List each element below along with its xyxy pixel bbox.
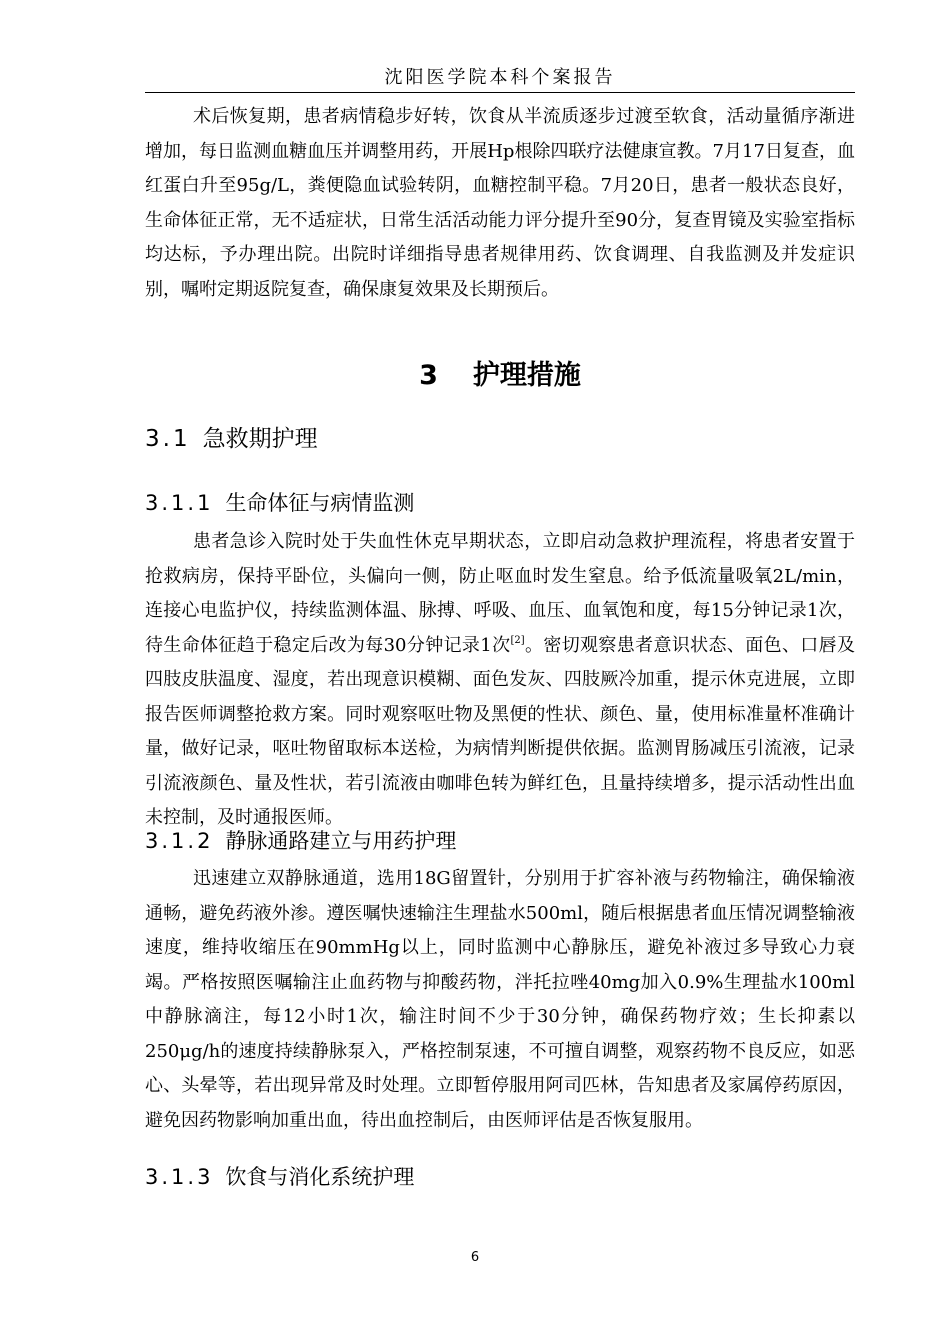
subsection-title: 静脉通路建立与用药护理 bbox=[225, 829, 457, 853]
paragraph-text-part1: 患者急诊入院时处于失血性休克早期状态，立即启动急救护理流程，将患者安置于抢救病房，保持平卧位，头偏向一侧，防止呕血时发生窒息。给予低流量吸氧2L/min，连接心电监护仪，持续监测体温、脉搏、呼吸、血压、血氧饱和度，每15分钟记录1次，待生命体征趋于稳定后改为每30分钟记录1次 bbox=[145, 531, 855, 656]
paragraph-3-1-2: 迅速建立双静脉通道，选用18G留置针，分别用于扩容补液与药物输注，确保输液通畅，避免药液外渗。遵医嘱快速输注生理盐水500ml，随后根据患者血压情况调整输液速度，维持收缩压在90mmHg以上，同时监测中心静脉压，避免补液过多导致心力衰竭。严格按照医嘱输注止血药物与抑酸药物，泮托拉唑40mg加入0.9%生理盐水100ml中静脉滴注，每12小时1次，输注时间不少于30分钟，确保药物疗效；生长抑素以250μg/h的速度持续静脉泵入，严格控制泵速，不可擅自调整，观察药物不良反应，如恶心、头晕等，若出现异常及时处理。立即暂停服用阿司匹林，告知患者及家属停药原因，避免因药物影响加重出血，待出血控制后，由医师评估是否恢复服用。 bbox=[145, 868, 855, 1131]
citation-marker: [2] bbox=[510, 634, 525, 646]
subsection-number: 3.1.3 bbox=[145, 1165, 214, 1189]
paragraph-text-part2: 。密切观察患者意识状态、面色、口唇及四肢皮肤温度、湿度，若出现意识模糊、面色发灰、四肢厥冷加重，提示休克进展，立即报告医师调整抢救方案。同时观察呕吐物及黑便的性状、颜色、量，使用标准量杯准确计量，做好记录，呕吐物留取标本送检，为病情判断提供依据。监测胃肠减压引流液，记录引流液颜色、量及性状，若引流液由咖啡色转为鲜红色，且量持续增多，提示活动性出血未控制，及时通报医师。 bbox=[145, 634, 856, 828]
page-number: 6 bbox=[470, 1250, 480, 1265]
subsection-number: 3.1.1 bbox=[145, 491, 214, 515]
intro-paragraph: 术后恢复期，患者病情稳步好转，饮食从半流质逐步过渡至软食，活动量循序渐进增加，每日监测血糖血压并调整用药，开展Hp根除四联疗法健康宣教。7月17日复查，血红蛋白升至95g/L，粪便隐血试验转阴，血糖控制平稳。7月20日，患者一般状态良好，生命体征正常，无不适症状，日常生活活动能力评分提升至90分，复查胃镜及实验室指标均达标，予办理出院。出院时详细指导患者规律用药、饮食调理、自我监测及并发症识别，嘱咐定期返院复查，确保康复效果及长期预后。 bbox=[145, 106, 855, 300]
section-heading-3-1 bbox=[145, 424, 318, 454]
subsection-heading-3-1-3 bbox=[145, 1162, 414, 1192]
running-header: 沈阳医学院本科个案报告 bbox=[384, 67, 616, 88]
chapter-title: 护理措施 bbox=[472, 360, 581, 391]
chapter-heading bbox=[145, 358, 855, 394]
section-number: 3.1 bbox=[145, 426, 191, 452]
paragraph-3-1-1 bbox=[145, 525, 855, 836]
section-title: 急救期护理 bbox=[202, 426, 318, 452]
subsection-title: 饮食与消化系统护理 bbox=[225, 1165, 415, 1189]
header-rule bbox=[145, 92, 855, 93]
subsection-title: 生命体征与病情监测 bbox=[225, 491, 415, 515]
subsection-number: 3.1.2 bbox=[145, 829, 214, 853]
chapter-number: 3 bbox=[419, 360, 441, 391]
subsection-heading-3-1-1 bbox=[145, 488, 414, 518]
subsection-heading-3-1-2 bbox=[145, 826, 456, 856]
